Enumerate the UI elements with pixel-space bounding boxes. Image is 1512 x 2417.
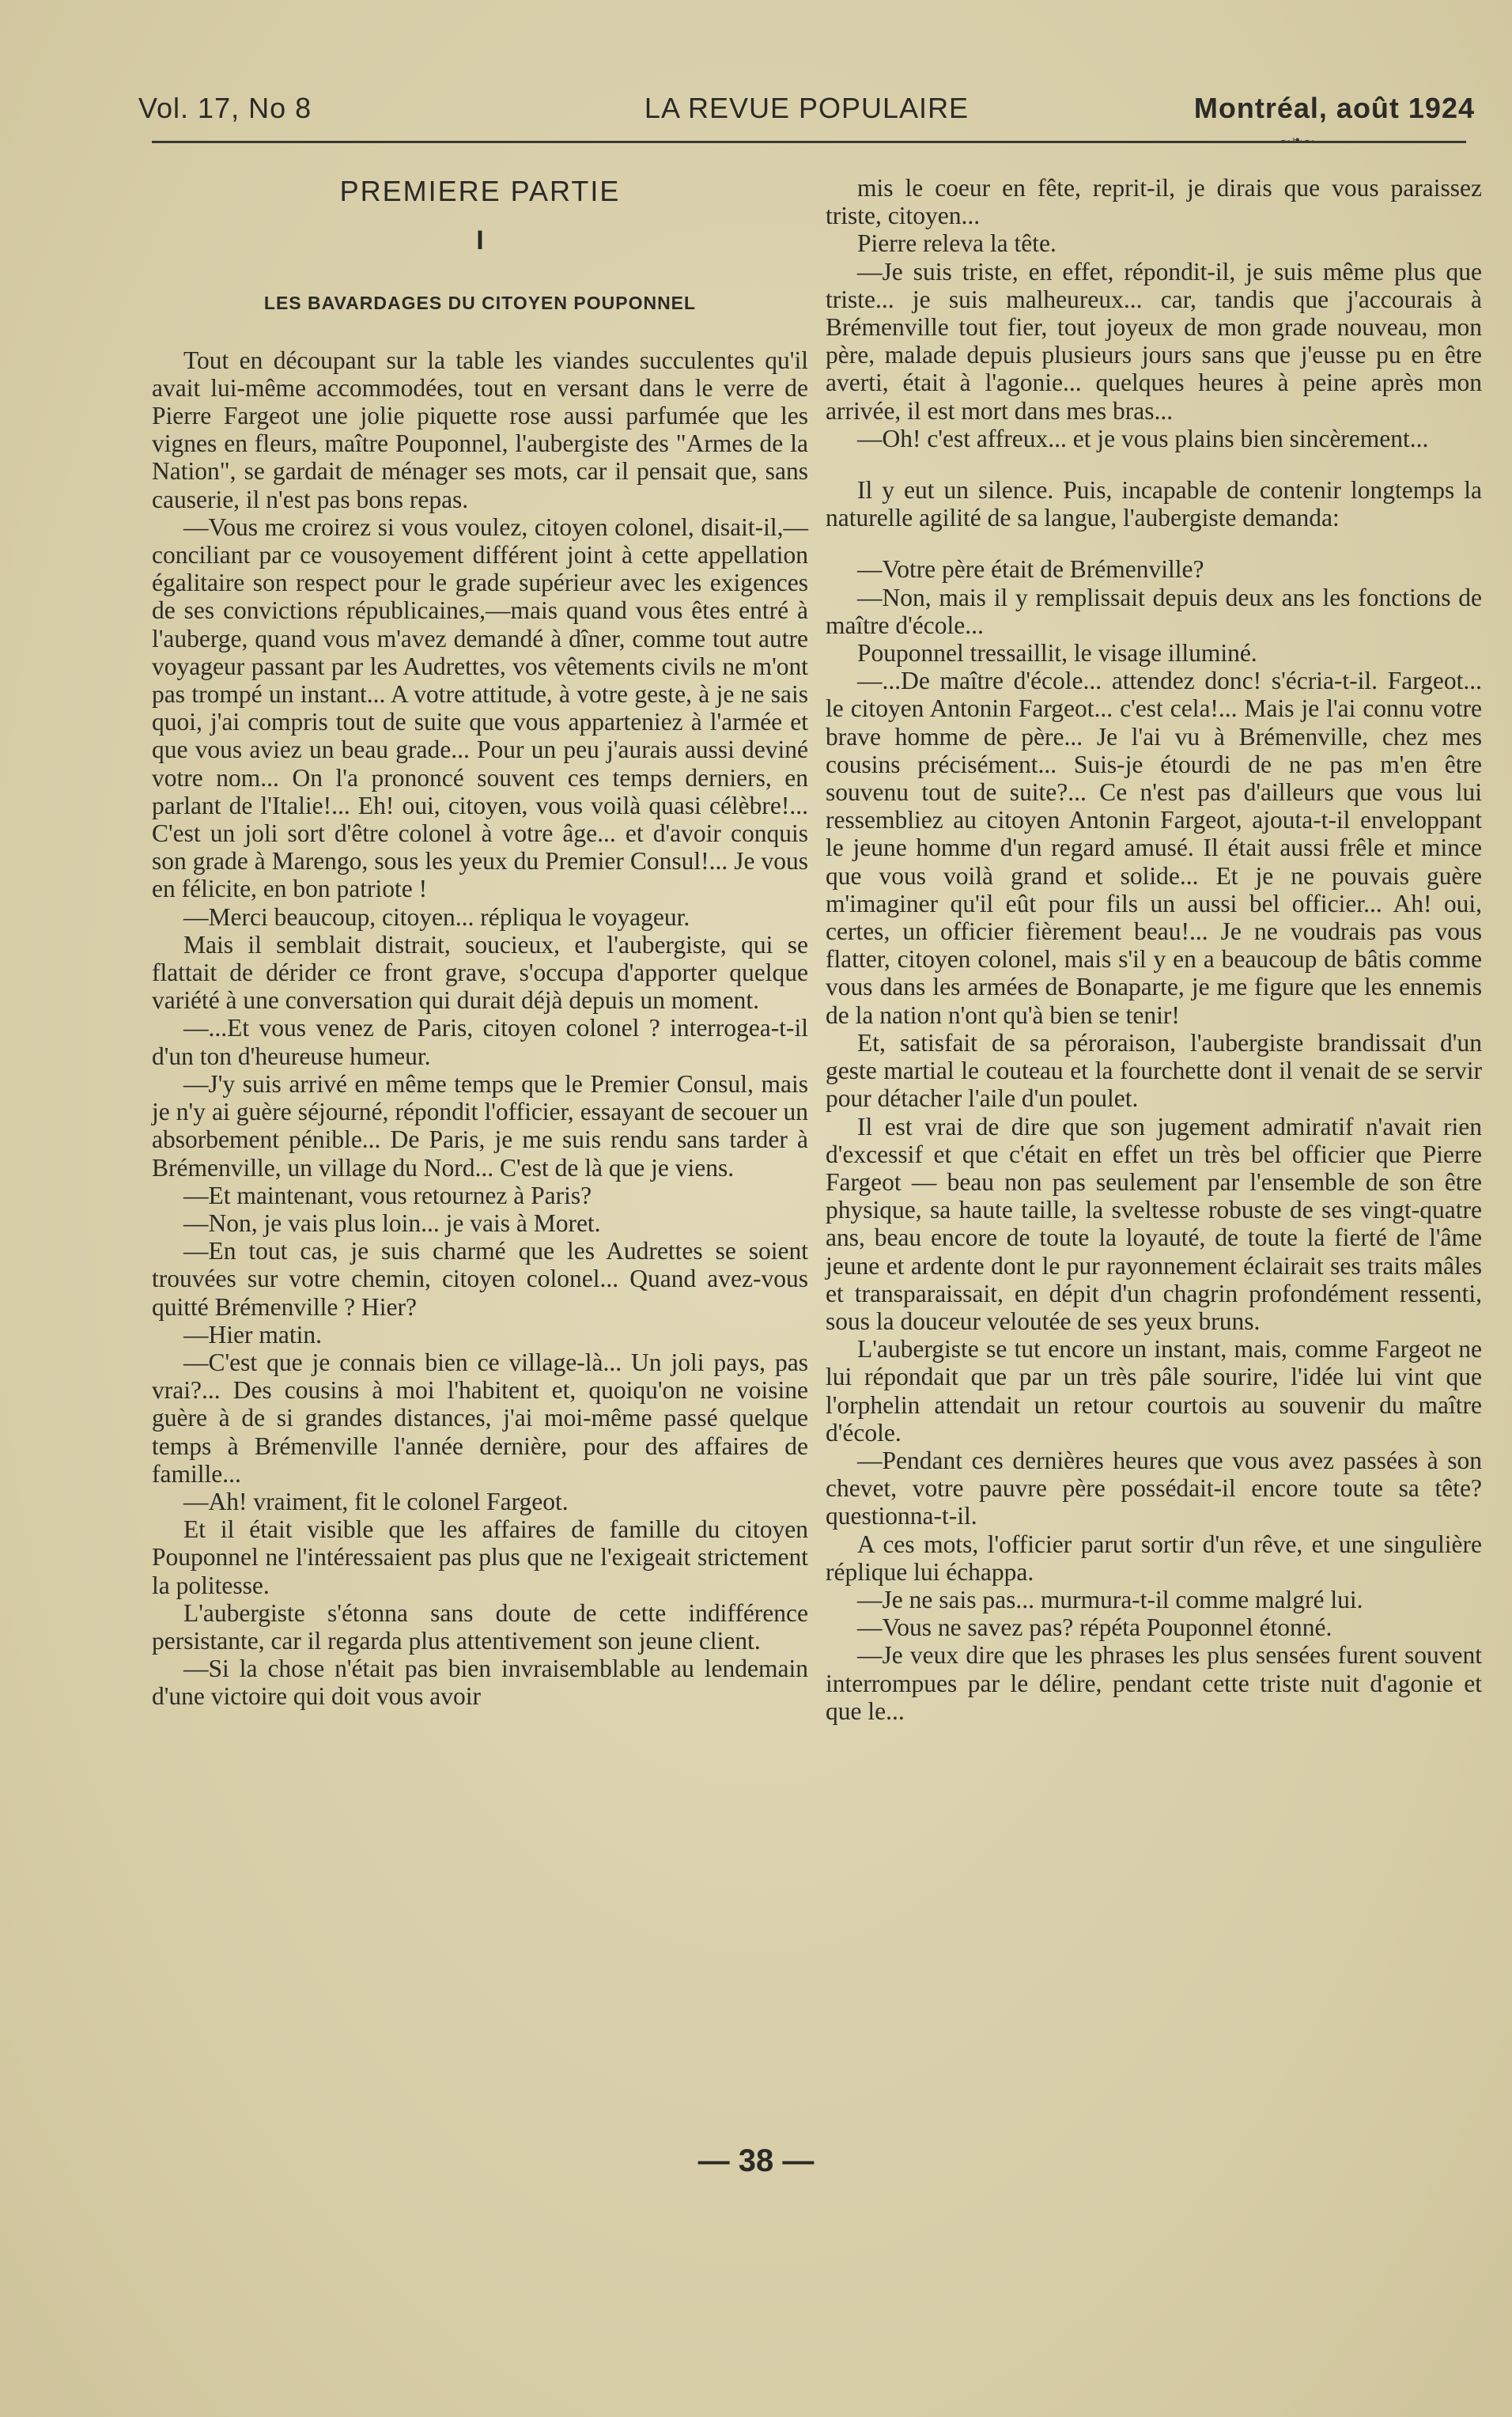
right-column: [826, 174, 1482, 1725]
paragraph-gap: [826, 452, 1482, 476]
chapter-number: I: [476, 225, 484, 256]
paragraph: Et il était visible que les affaires de famille du citoyen Pouponnel ne l'intéressaient pas plus que ne l'exigeait strictement la politesse.: [152, 1515, 808, 1599]
paragraph: —...Et vous venez de Paris, citoyen colonel ? interrogea-t-il d'un ton d'heureuse humeur.: [152, 1014, 808, 1070]
part-title: PREMIERE PARTIE: [339, 175, 621, 207]
paragraph: —En tout cas, je suis charmé que les Audrettes se soient trouvées sur votre chemin, citoyen colonel... Quand avez-vous quitté Brémenville ? Hier?: [152, 1237, 808, 1321]
paragraph: —J'y suis arrivé en même temps que le Premier Consul, mais je n'y ai guère séjourné, répondit l'officier, essayant de secouer un absorbement pénible... De Paris, je me suis rendu sans tarder à Brémenville, un village du Nord... C'est de là que je viens.: [152, 1069, 808, 1182]
paragraph: —Si la chose n'était pas bien invraisemblable au lendemain d'une victoire qui doit vous avoir: [152, 1655, 808, 1711]
paragraph: —C'est que je connais bien ce village-là... Un joli pays, pas vrai?... Des cousins à moi l'habitent et, quoiqu'on ne voisine guère à de si grandes distances, j'ai moi-même passé quelque temps à Brémenville l'année dernière, pour des affaires de famille...: [152, 1348, 808, 1488]
paragraph: —Je veux dire que les phrases les plus sensées furent souvent interrompues par le délire, pendant cette triste nuit d'agonie et que le...: [826, 1641, 1482, 1725]
paragraph: —...De maître d'école... attendez donc! s'écria-t-il. Fargeot... le citoyen Antonin Fargeot... c'est cela!... Mais je l'ai connu votre brave homme de père... Je l'ai vu à Brémenville, chez mes cousins précisément... Suis-je étourdi de ne pas m'en être souvenu tout de suite?... Ce n'est pas d'ailleurs que vous lui ressembliez au citoyen Antonin Fargeot, ajouta-t-il enveloppant le jeune homme d'un regard amusé. Il était aussi frêle et mince que vous voilà grand et solide... Et je ne pouvais guère m'imaginer qu'il eût pour fils un aussi bel officier... Ah! oui, certes, un officier fièrement beau!... Je ne voudrais pas vous flatter, citoyen colonel, mais s'il y en a beaucoup de bâtis comme vous dans les armées de Bonaparte, je me figure que les ennemis de la nation n'ont qu'à bien se tenir!: [826, 667, 1482, 1029]
paragraph: Il est vrai de dire que son jugement admiratif n'avait rien d'excessif et que c'était en effet un très bel officier que Pierre Fargeot — beau non pas seulement par l'ensemble de son être physique, sa haute taille, la sveltesse robuste de ses vingt-quatre ans, beau encore de toute la loyauté, de toute la fierté de l'âme jeune et ardente dont le pur rayonnement éclairait ses traits mâles et transparaissait, en dépit d'un chagrin profondément ressenti, sous la douceur veloutée de ses yeux bruns.: [826, 1112, 1482, 1335]
paragraph: L'aubergiste se tut encore un instant, mais, comme Fargeot ne lui répondait que par un très pâle sourire, l'idée lui vint que l'orphelin attendait un retour courtois au souvenir du maître d'école.: [826, 1335, 1482, 1447]
rule-ornament: ~❧~: [1279, 133, 1315, 149]
paragraph: —Vous ne savez pas? répéta Pouponnel étonné.: [857, 1613, 1332, 1642]
paragraph: Pouponnel tressaillit, le visage illuminé.: [857, 639, 1257, 668]
paragraph: —Oh! c'est affreux... et je vous plains bien sincèrement...: [857, 424, 1429, 452]
paragraph: L'aubergiste s'étonna sans doute de cette indifférence persistante, car il regarda plus attentivement son jeune client.: [152, 1598, 808, 1655]
paragraph: —Non, je vais plus loin... je vais à Moret.: [183, 1208, 601, 1237]
paragraph: A ces mots, l'officier parut sortir d'un rêve, et une singulière réplique lui échappa.: [826, 1530, 1482, 1586]
journal-title: LA REVUE POPULAIRE: [644, 92, 970, 124]
page-number: — 38 —: [697, 2143, 815, 2178]
paragraph: Et, satisfait de sa péroraison, l'aubergiste brandissait d'un geste martial le couteau et la fourchette dont il venait de se servir pour détacher l'aile d'un poulet.: [826, 1028, 1482, 1113]
left-column-body: [152, 346, 808, 1711]
left-column: [152, 174, 808, 1711]
paragraph: —Pendant ces dernières heures que vous avez passées à son chevet, votre pauvre père possédait-il encore toute sa tête? questionna-t-il.: [826, 1446, 1482, 1530]
paragraph: —Vous me croirez si vous voulez, citoyen colonel, disait-il,—conciliant par ce vousoyement différent joint à cette appellation égalitaire son respect pour le grade supérieur avec les exigences de ses convictions républicaines,—mais quand vous êtes entré à l'auberge, quand vous m'avez demandé à dîner, comme tout autre voyageur passant par les Audrettes, vos vêtements civils ne m'ont pas trompé un instant... A votre attitude, à votre geste, à je ne sais quoi, j'ai compris tout de suite que vous apparteniez à l'armée et que vous aviez un beau grade... Pour un peu j'aurais aussi deviné votre nom... On l'a prononcé souvent ces temps derniers, en parlant de l'Italie!... Eh! oui, citoyen, vous voilà quasi célèbre!... C'est un joli sort d'être colonel à votre âge... et d'avoir conquis son grade à Marengo, sous les yeux du Premier Consul!... Je vous en félicite, en bon patriote !: [152, 513, 808, 903]
paragraph: Il y eut un silence. Puis, incapable de contenir longtemps la naturelle agilité de sa langue, l'aubergiste demanda:: [826, 476, 1482, 532]
right-column-body-c: [826, 555, 1482, 1725]
chapter-title: LES BAVARDAGES DU CITOYEN POUPONNEL: [263, 293, 697, 314]
paragraph: Tout en découpant sur la table les viandes succulentes qu'il avait lui-même accommodées, tout en versant dans le verre de Pierre Fargeot une jolie piquette rose aussi parfumée que les vignes en fleurs, maître Pouponnel, l'aubergiste des "Armes de la Nation", se gardait de ménager ses mots, car il pensait que, sans causerie, il n'est pas bons repas.: [152, 346, 808, 513]
paragraph: —Je suis triste, en effet, répondit-il, je suis même plus que triste... je suis malheureux... car, tandis que j'accourais à Brémenville tout fier, tout joyeux de mon grade nouveau, mon père, malade depuis plusieurs jours sans que j'eusse pu en être averti, était à l'agonie... quelques heures à peine après mon arrivée, il est mort dans mes bras...: [826, 257, 1482, 425]
paragraph: —Non, mais il y remplissait depuis deux ans les fonctions de maître d'école...: [826, 583, 1482, 639]
paragraph: Pierre releva la tête.: [857, 229, 1057, 258]
paragraph: mis le coeur en fête, reprit-il, je dirais que vous paraissez triste, citoyen...: [826, 174, 1482, 230]
paragraph: —Merci beaucoup, citoyen... répliqua le voyageur.: [183, 902, 690, 931]
paragraph: —Votre père était de Brémenville?: [857, 555, 1204, 584]
paragraph: —Ah! vraiment, fit le colonel Fargeot.: [183, 1487, 569, 1515]
right-column-body-b: [826, 476, 1482, 531]
paragraph: Mais il semblait distrait, soucieux, et l'aubergiste, qui se flattait de dérider ce front grave, s'occupa d'apporter quelque variété à une conversation qui durait déjà depuis un moment.: [152, 930, 808, 1015]
paragraph: —Hier matin.: [183, 1320, 322, 1348]
volume-number: Vol. 17, No 8: [138, 92, 312, 124]
issue-date: Montréal, août 1924: [1193, 92, 1475, 124]
paragraph: —Je ne sais pas... murmura-t-il comme malgré lui.: [857, 1585, 1363, 1613]
page-header: [138, 85, 1475, 133]
paragraph-gap: [826, 531, 1482, 555]
paragraph: —Et maintenant, vous retournez à Paris?: [183, 1181, 592, 1209]
right-column-body-a: [826, 174, 1482, 452]
